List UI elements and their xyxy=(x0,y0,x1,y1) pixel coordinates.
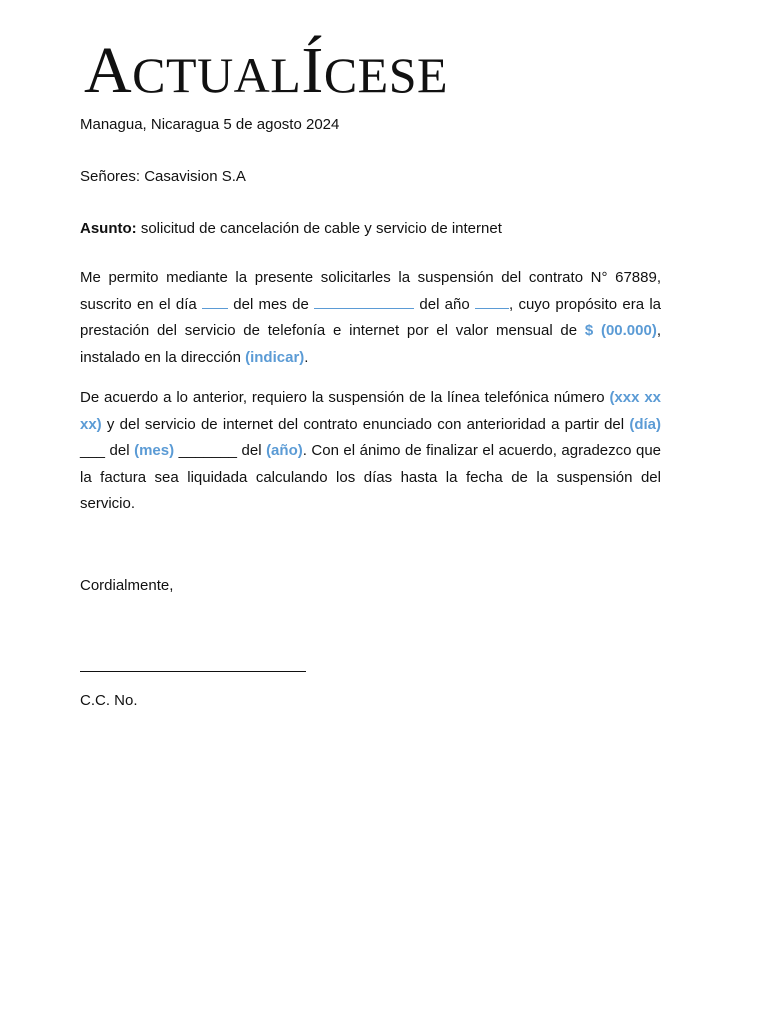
p2-text-5: . Con el ánimo de finalizar el acuerdo, agradezco que la factura sea liquidada calculando los días hasta la fecha de la suspensión del servicio. xyxy=(80,442,662,513)
p1-text-3: del año xyxy=(414,295,475,313)
year-blank xyxy=(475,294,509,309)
p1-text-4: , cuyo propósito era la prestación del servicio de telefonía e internet por el valor mensual de xyxy=(80,295,662,340)
subject-line xyxy=(80,220,502,238)
day-placeholder: (día) xyxy=(629,415,661,433)
date-line: Managua, Nicaragua 5 de agosto 2024 xyxy=(80,116,340,133)
day-blank xyxy=(202,294,228,309)
id-number-label: C.C. No. xyxy=(80,692,138,709)
p2-text-3: del xyxy=(105,442,135,460)
paragraph-1 xyxy=(80,265,661,371)
subject-text: solicitud de cancelación de cable y servicio de internet xyxy=(136,220,502,237)
signature-line xyxy=(80,671,306,672)
month-placeholder: (mes) xyxy=(134,442,175,460)
p2-text-1: De acuerdo a lo anterior, requiero la suspensión de la línea telefónica número xyxy=(80,389,610,406)
recipient-line: Señores: Casavision S.A xyxy=(80,168,246,185)
p1-text-2: del mes de xyxy=(227,295,315,313)
address-placeholder: (indicar) xyxy=(245,348,305,366)
p1-text-5: , instalado en la dirección xyxy=(80,322,661,366)
p2-text-4: del xyxy=(237,442,267,460)
p1-text-6: . xyxy=(304,348,309,366)
p2-text-2: y del servicio de internet del contrato enunciado con anterioridad a partir del xyxy=(101,415,630,433)
p2-blank-2: _______ xyxy=(178,442,238,460)
closing-line: Cordialmente, xyxy=(80,577,174,594)
phone-placeholder: (xxx xx xx) xyxy=(80,389,662,433)
p1-text-1: Me permito mediante la presente solicitarles la suspensión del contrato N° 67889, suscrito en el día xyxy=(80,269,661,313)
actualicese-logo: ACTUALÍCESE xyxy=(84,34,449,107)
year-placeholder: (año) xyxy=(266,442,303,460)
paragraph-2 xyxy=(80,385,661,518)
month-blank xyxy=(314,294,414,309)
subject-label: Asunto: xyxy=(80,220,137,237)
p2-blank-1: ___ xyxy=(80,442,106,460)
amount-placeholder: $ (00.000) xyxy=(584,322,657,340)
